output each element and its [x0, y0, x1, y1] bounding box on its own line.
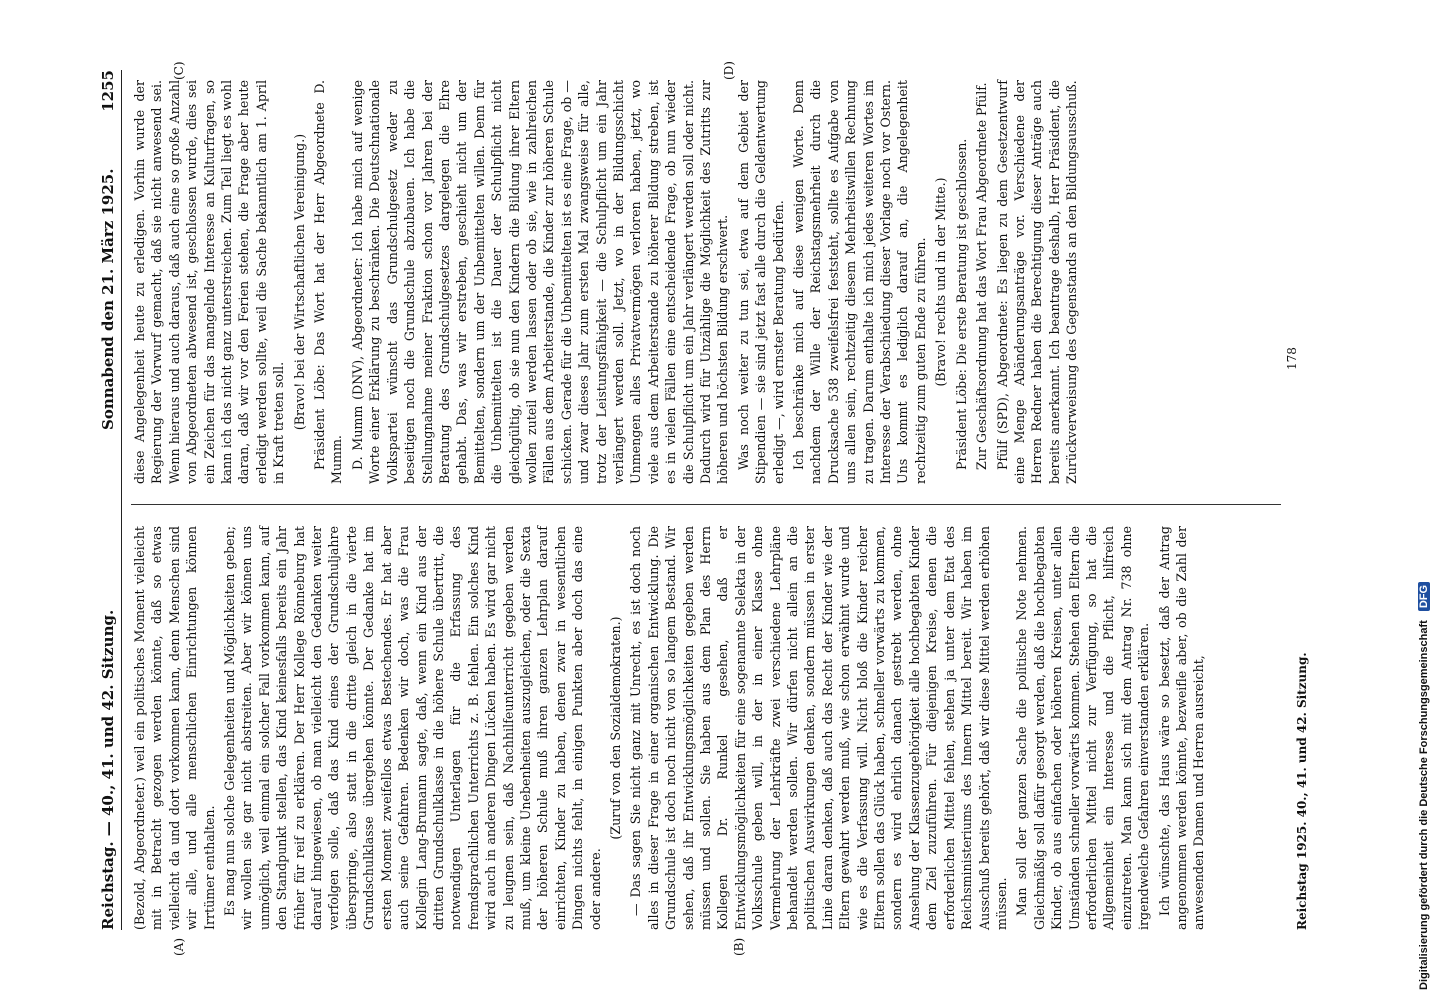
paragraph: Pfülf (SPD), Abgeordnete: Es liegen zu dem Gesetzentwurf eine Menge Abänderungsanträge vor. Verschiedene der Herren Redner haben die Berechtigung dieser Anträge auch bereits anerkannt. Ich beantrage deshalb, Herr Präsident, die Zurückverweisung des Gegenstands an den Bildungsausschuß.: [994, 80, 1080, 484]
marker-c: (C): [172, 61, 186, 80]
paragraph: — Das sagen Sie nicht ganz mit Unrecht, es ist doch noch alles in dieser Frage in einer organischen Entwicklung. Die Grundschule ist doch noch nicht von so langem Bestand. Wir sehen, daß ihr Entwicklungsmöglichkeiten gegeben werden müssen und sollen. Sie haben aus dem Plan des Herrn Kollegen Dr. Runkel gesehen, daß er Entwicklungsmöglichkeiten für eine sogenannte Selekta in der Volksschule geben will, in der in einer Klasse ohne Vermehrung der Lehrkräfte zwei verschiedene Lehrpläne behandelt werden sollen. Wir dürfen nicht allein an die politischen Auswirkungen denken, sondern müssen in erster Linie daran denken, daß auch das Recht der Kinder wie der Eltern gewahrt werden muß, wie schon erwähnt wurde und wie es die Verfassung will. Nicht bloß die Kinder reicher Eltern sollen das Glück haben, schneller vorwärts zu kommen, sondern es wird ehrlich danach gestrebt werden, ohne Ansehung der Klassenzugehörigkeit alle hochbegabten Kinder dem Ziel zuzuführen. Für diejenigen Kreise, denen die erforderlichen Mittel fehlen, stehen ja unter dem Etat des Reichsministeriums des Innern Mittel bereit. Wir haben im Ausschuß bereits gehört, daß wir diese Mittel werden erhöhen müssen.: [628, 526, 1009, 930]
paragraph: D. Mumm (DNV), Abgeordneter: Ich habe mich auf wenige Worte einer Erklärung zu beschränken. Die Deutschnationale Volkspartei wünscht das Grundschulgesetz weder zu beseitigen noch die Grundschule abzubauen. Ich habe die Stellungnahme meiner Fraktion schon vor Jahren bei der Beratung des Grundschulgesetzes dargelegen die Ehre gehabt. Das, was wir erstreben, geschieht nicht um der Bemittelten, sondern um der Unbemittelten willen. Denn für die Unbemittelten ist die Dauer der Schulpflicht nicht gleichgültig, ob sie nun den Kindern die Bildung ihrer Eltern wollen zuteil werden lassen oder ob sie, wie in zahlreichen Fällen aus dem Arbeiterstande, die Kinder zur höheren Schule schicken. Gerade für die Unbemittelten ist es eine Frage, ob — und zwar dieses Jahr zum ersten Mal zwangsweise für alle, trotz der Leistungsfähigkeit — die Schulpflicht um ein Jahr verlängert werden soll. Jetzt, wo in der Bildungsschicht Unmengen alles Privatvermögen verloren haben, jetzt, wo viele aus dem Arbeiterstande zu höherer Bildung streben, ist es in vielen Fällen eine entscheidende Frage, ob nun wieder die Schulpflicht um ein Jahr verlängert werden soll oder nicht. Dadurch wird für Unzählige die Möglichkeit des Zutritts zur höheren und höchsten Bildung erschwert.: [349, 80, 731, 484]
speaker-paragraph: Präsident Löbe: Die erste Beratung ist geschlossen.: [953, 138, 969, 470]
column-left: [131, 526, 1211, 956]
interjection: (Bravo! rechts und in der Mitte.): [933, 177, 949, 387]
paragraph: Was noch weiter zu tun sei, etwa auf dem Gebiet der Stipendien — sie sind jetzt fast alle durch die Geldentwertung erledigt —, wird ernster Beratung bedürfen.: [735, 80, 786, 484]
interjection: (Bravo! bei der Wirtschaftlichen Vereinigung.): [291, 133, 307, 431]
column-right: [131, 61, 1084, 484]
marker-a: (A): [172, 937, 186, 956]
paragraph: Ich wünschte, das Haus wäre so besetzt, daß der Antrag angenommen werden könnte, bezweifle aber, ob die Zahl der anwesenden Damen und Herren ausreicht,: [1156, 526, 1207, 930]
digitization-note: [1418, 0, 1434, 990]
marker-d: (D): [722, 61, 736, 80]
paragraph: Zur Geschäftsordnung hat das Wort Frau Abgeordnete Pfülf.: [974, 82, 990, 470]
marker-b: (B): [732, 937, 746, 956]
paragraph: Ich beschränke mich auf diese wenigen Worte. Denn nachdem der Wille der Reichstagsmehrheit durch die Drucksache 538 zweifelsfrei feststeht, sollte es Aufgabe von uns allen sein, rechtzeitig diesem Mehrheitswillen Rechnung zu tragen. Darum enthalte ich mich jedes weiteren Wortes im Interesse der Verabschiedung dieser Vorlage noch vor Ostern. Uns kommt es lediglich darauf an, die Angelegenheit rechtzeitig zum guten Ende zu führen.: [791, 80, 928, 484]
sheet-number: 178: [1285, 347, 1299, 370]
paragraph: diese Angelegenheit heute zu erledigen. Vorhin wurde der Regierung der Vorwurf gemacht, daß sie nicht anwesend sei. Wenn hieraus und auch daraus, daß auch eine so große Anzahl von Abgeordneten abwesend ist, geschlossen wurde, dies sei ein Zeichen für das mangelnde Interesse an Kulturfragen, so kann ich das nicht ganz unterstreichen. Zum Teil liegt es wohl daran, daß wir vor den Ferien stehen, die Frage aber heute erledigt werden sollte, weil die Sache bekanntlich am 1. April in Kraft treten soll.: [132, 80, 287, 484]
page-number: 1255: [99, 70, 117, 112]
interjection: (Zuruf von den Sozialdemokraten.): [607, 616, 623, 840]
page-header: [95, 70, 122, 930]
speaker-paragraph: Präsident Löbe: Das Wort hat der Herr Abgeordnete D. Mumm.: [312, 80, 345, 484]
paragraph: (Bezold, Abgeordneter.) weil ein politisches Moment vielleicht mit in Betracht gezogen werden könnte, daß so etwas vielleicht da und dort vorkommen kann, denn Menschen sind wir alle, und alle menschlichen Einrichtungen können Irrtümer enthalten.: [132, 526, 217, 930]
paragraph: Man soll der ganzen Sache die politische Note nehmen. Gleichmäßig soll dafür gesorgt werden, daß die hochbegabten Kinder, ob aus einfachen oder höheren Kreisen, unter allen Umständen schneller vorwärts kommen. Stehen den Eltern die erforderlichen Mittel nicht zur Verfügung, so hat die Allgemeinheit ein Interesse und die Pflicht, hilfreich einzutreten. Man kann sich mit dem Antrag Nr. 738 ohne irgendwelche Gefahren einverstanden erklären.: [1014, 526, 1152, 930]
page-footer: Reichstag 1925. 40., 41. und 42. Sitzung.: [1295, 652, 1309, 930]
paragraph: Es mag nun solche Gelegenheiten und Möglichkeiten geben; wir wollen sie gar nicht abstreiten. Aber wir können uns unmöglich, weil einmal ein solcher Fall vorkommen kann, auf den Standpunkt stellen, das Kind keinesfalls bereits ein Jahr früher für reif zu erklären. Der Herr Kollege Rönneburg hat darauf hingewiesen, ob man vielleicht den Gedanken weiter verfolgen solle, daß das Kind eines der Grundschuljahre überspringe, also statt in die dritte gleich in die vierte Grundschulklasse übergehen könnte. Der Gedanke hat im ersten Moment zweifellos etwas Bestechendes. Er hat aber auch seine Gefahren. Bedenken wir doch, was die Frau Kollegin Lang-Brumann sagte, daß, wenn ein Kind aus der dritten Grundschulklasse in die höhere Schule übertritt, die notwendigen Unterlagen für die Erfassung des fremdsprachlichen Unterrichts z. B. fehlen. Ein solches Kind wird auch in anderen Dingen Lücken haben. Es wird gar nicht zu leugnen sein, daß Nachhilfeunterricht gegeben werden muß, um kleine Unebenheiten auszugleichen, oder die Sexta der höheren Schule muß ihren ganzen Lehrplan darauf einrichten, Kinder zu haben, denen zwar in wesentlichen Dingen nichts fehlt, in einigen Punkten aber doch das eine oder andere.: [222, 526, 603, 930]
column-divider: [131, 504, 1281, 505]
header-date: Sonnabend den 21. März 1925.: [99, 168, 117, 430]
header-session: Reichstag. — 40., 41. und 42. Sitzung.: [99, 609, 117, 930]
rotated-page: [95, 61, 1335, 956]
digitization-text: Digitalisierung gefördert durch die Deutsche Forschungsgemeinschaft: [1418, 620, 1430, 990]
dfg-logo: DFG: [1418, 582, 1430, 611]
